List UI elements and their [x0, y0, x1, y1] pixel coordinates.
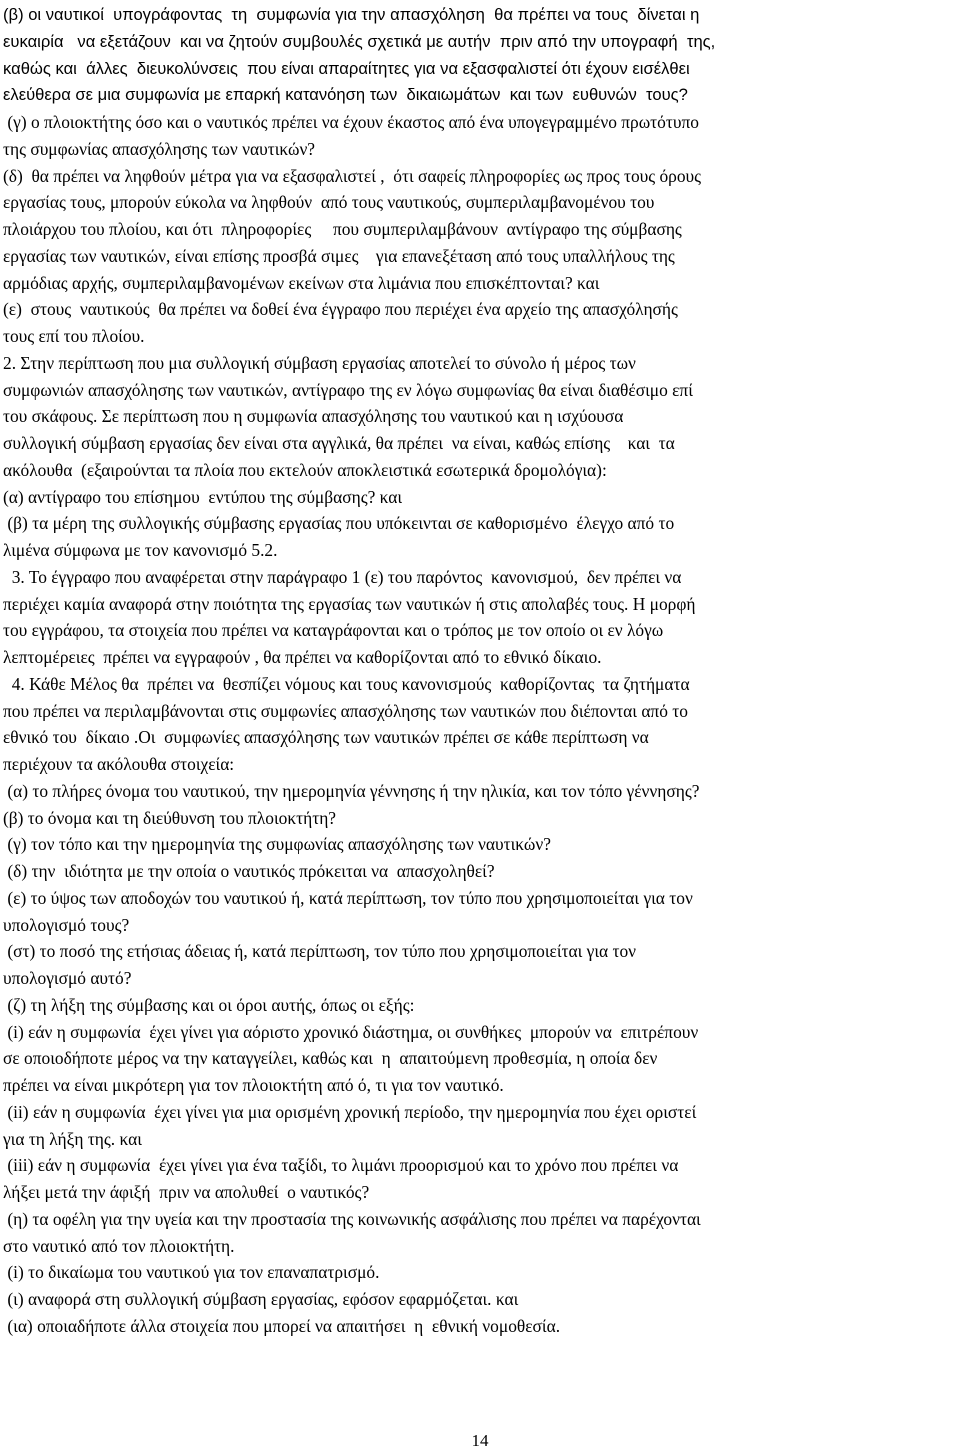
text-line: περιέχει καμία αναφορά στην ποιότητα της εργασίας των ναυτικών ή στις απολαβές τους. Η μορφή [3, 593, 696, 614]
text-line: του εγγράφου, τα στοιχεία που πρέπει να καταγράφονται και ο τρόπος με τον οποίο οι εν λόγω [3, 620, 664, 641]
text-line: (ii) εάν η συμφωνία έχει γίνει για μια ορισμένη χρονική περίοδο, την ημερομηνία που έχει οριστεί [3, 1101, 697, 1122]
text-line: εθνικό του δίκαιο .Οι συμφωνίες απασχόλησης των ναυτικών πρέπει σε κάθε περίπτωση να [3, 727, 649, 748]
text-line: (η) τα οφέλη για την υγεία και την προστασία της κοινωνικής ασφάλισης που πρέπει να παρέχονται [3, 1208, 701, 1229]
text-line: (ια) οποιαδήποτε άλλα στοιχεία που μπορεί να απαιτήσει η εθνική νομοθεσία. [3, 1315, 561, 1336]
text-line: (ι) αναφορά στη συλλογική σύμβαση εργασίας, εφόσον εφαρμόζεται. και [3, 1289, 519, 1309]
text-line: συμφωνιών απασχόλησης των ναυτικών, αντίγραφο της εν λόγω συμφωνίας θα είναι διαθέσιμο επί [3, 379, 693, 400]
text-line: (α) το πλήρες όνομα του ναυτικού, την ημερομηνία γέννησης ή την ηλικία, και τον τόπο γέννησης? [3, 780, 700, 801]
text-line: συλλογική σύμβαση εργασίας δεν είναι στα αγγλικά, θα πρέπει να είναι, καθώς επίσης και τα [3, 433, 675, 453]
text-line: 4. Κάθε Μέλος θα πρέπει να θεσπίζει νόμους και τους κανονισμούς καθορίζοντας τα ζητήματα [3, 673, 690, 694]
text-line: στο ναυτικό από τον πλοιοκτήτη. [3, 1235, 235, 1256]
text-line: λεπτομέρειες πρέπει να εγγραφούν , θα πρέπει να καθορίζονται από το εθνικό δίκαιο. [3, 647, 602, 667]
text-line: αρμόδιας αρχής, συμπεριλαμβανομένων εκείνων στα λιμάνια που επισκέπτονται? και [3, 272, 600, 293]
text-line: (α) αντίγραφο του επίσημου εντύπου της σύμβασης? και [3, 486, 403, 507]
text-line: 2. Στην περίπτωση που μια συλλογική σύμβαση εργασίας αποτελεί το σύνολο ή μέρος των [3, 352, 636, 373]
text-line: (δ) την ιδιότητα με την οποία ο ναυτικός πρόκειται να απασχοληθεί? [3, 861, 495, 881]
text-line: ακόλουθα (εξαιρούνται τα πλοία που εκτελούν αποκλειστικά εσωτερικά δρομολόγια): [3, 459, 607, 480]
text-line: καθώς και άλλες διευκολύνσεις που είναι απαραίτητες για να εξασφαλιστεί ότι έχουν εισέλθει [3, 58, 690, 78]
text-line: (iii) εάν η συμφωνία έχει γίνει για ένα ταξίδι, το λιμάνι προορισμού και το χρόνο που πρέπει να [3, 1155, 679, 1176]
text-line: (στ) το ποσό της ετήσιας άδειας ή, κατά περίπτωση, τον τύπο που χρησιμοποιείται για τον [3, 941, 637, 962]
text-line: σε οποιοδήποτε μέρος να την καταγγείλει, καθώς και η απαιτούμενη προθεσμία, η οποία δεν [3, 1048, 658, 1069]
text-line: πρέπει να είναι μικρότερη για τον πλοιοκτήτη από ό, τι για τον ναυτικό. [3, 1075, 504, 1095]
text-line: του σκάφους. Σε περίπτωση που η συμφωνία απασχόλησης του ναυτικού και η ισχύουσα [3, 406, 624, 427]
text-line: εργασίας τους, μπορούν εύκολα να ληφθούν από τους ναυτικούς, συμπεριλαμβανομένου του [3, 192, 655, 213]
text-line: υπολογισμό τους? [3, 914, 130, 935]
text-line: που πρέπει να περιλαμβάνονται στις συμφωνίες απασχόλησης των ναυτικών που διέπονται από το [3, 700, 688, 721]
text-line: για τη λήξη της. και [3, 1128, 142, 1149]
text-line: ευκαιρία να εξετάζουν και να ζητούν συμβουλές σχετικά με αυτήν πριν από την υπογραφή της, [3, 31, 716, 51]
text-line: πλοιάρχου του πλοίου, και ότι πληροφορίες που συμπεριλαμβάνουν αντίγραφο της σύμβασης [3, 219, 682, 239]
text-line: (β) το όνομα και τη διεύθυνση του πλοιοκτήτη? [3, 807, 337, 828]
text-line: (γ) ο πλοιοκτήτης όσο και ο ναυτικός πρέπει να έχουν έκαστος από ένα υπογεγραμμένο πρωτότυπο [3, 112, 699, 132]
text-line: τους επί του πλοίου. [3, 326, 145, 346]
text-line: (ε) στους ναυτικούς θα πρέπει να δοθεί ένα έγγραφο που περιέχει ένα αρχείο της απασχόλησής [3, 299, 678, 320]
text-line: λιμένα σύμφωνα με τον κανονισμό 5.2. [3, 540, 278, 560]
text-line: (β) τα μέρη της συλλογικής σύμβασης εργασίας που υπόκεινται σε καθορισμένο έλεγχο από το [3, 513, 675, 534]
text-line: 3. Το έγγραφο που αναφέρεται στην παράγραφο 1 (ε) του παρόντος κανονισμού, δεν πρέπει να [3, 566, 682, 587]
text-line: (β) οι ναυτικοί υπογράφοντας τη συμφωνία για την απασχόληση θα πρέπει να τους δίνεται η [3, 5, 700, 24]
text-line: της συμφωνίας απασχόλησης των ναυτικών? [3, 138, 316, 159]
text-line: (ζ) τη λήξη της σύμβασης και οι όροι αυτής, όπως οι εξής: [3, 994, 415, 1015]
text-line: περιέχουν τα ακόλουθα στοιχεία: [3, 754, 235, 774]
text-line: ελεύθερα σε μια συμφωνία με επαρκή κατανόηση των δικαιωμάτων και των ευθυνών τους? [3, 85, 688, 105]
text-line: λήξει μετά την άφιξή πριν να απολυθεί ο ναυτικός? [3, 1182, 370, 1202]
text-line: (γ) τον τόπο και την ημερομηνία της συμφωνίας απασχόλησης των ναυτικών? [3, 834, 551, 855]
text-line: εργασίας των ναυτικών, είναι επίσης προσβά σιμες για επανεξέταση από τους υπαλλήλους της [3, 245, 675, 266]
text-line: (i) το δικαίωμα του ναυτικού για τον επαναπατρισμό. [3, 1262, 380, 1283]
text-line: (δ) θα πρέπει να ληφθούν μέτρα για να εξασφαλιστεί , ότι σαφείς πληροφορίες ως προς τους όρους [3, 165, 702, 186]
page-number: 14 [471, 1431, 489, 1450]
text-line: (ε) το ύψος των αποδοχών του ναυτικού ή, κατά περίπτωση, τον τύπο που χρησιμοποιείται για τον [3, 887, 693, 908]
text-line: (i) εάν η συμφωνία έχει γίνει για αόριστο χρονικό διάστημα, οι συνθήκες μπορούν να επιτρέπουν [3, 1021, 699, 1042]
text-line: υπολογισμό αυτό? [3, 968, 132, 988]
